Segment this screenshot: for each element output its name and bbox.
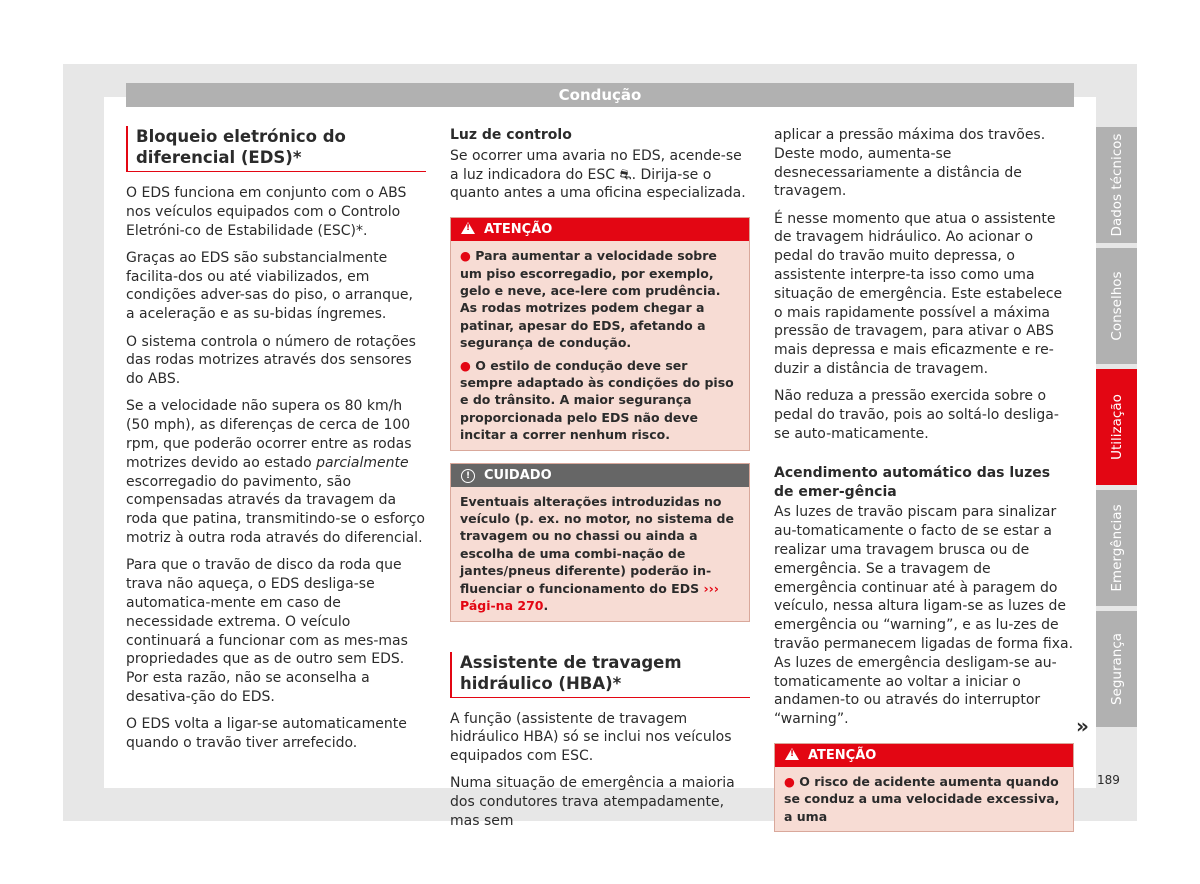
page-reference-link[interactable]: Pági-na 270 [460, 598, 544, 614]
paragraph: É nesse momento que atua o assistente de travagem hidráulico. Ao acionar o pedal do travão muito depressa, o assistente interpre-ta isso como uma situação de emergência. Este estabelece o mais rapidamente possível a máxima pressão de travagem, para ativar o ABS mais depressa e mais eficazmente e re-duzir a distância de travagem. [774, 210, 1063, 378]
warning-box-header [451, 218, 749, 241]
cross-reference-arrows: ››› [703, 580, 719, 596]
warning-box-header [775, 744, 1073, 767]
text-run: escorregadio do pavimento, são compensadas através da travagem da roda que patina, transmitindo-se o esforço motriz à outra roda através do diferencial. [126, 473, 425, 547]
column-2 [450, 126, 750, 839]
subheading-hazard-lights: Acendimento automático das luzes de emer-gência [774, 464, 1051, 500]
warning-box [774, 743, 1074, 832]
caution-box-body [451, 487, 749, 621]
tab-label: Dados técnicos [1108, 133, 1125, 237]
bullet-icon: ● [460, 357, 476, 373]
warning-label: ATENÇÃO [808, 747, 877, 763]
caution-box-header [451, 464, 749, 487]
text-run: Se a velocidade não supera os 80 km/h (50 mph), as diferenças de cerca de 100 rpm, que poderão ocorrer entre as rodas motrizes devido ao estado [126, 398, 412, 471]
paragraph: Para que o travão de disco da roda que trava não aqueça, o EDS desliga-se automatica-mente em caso de necessidade extrema. O veículo continuará a funcionar com as mes-mas propriedades que as de outro sem EDS. Por esta razão, não se aconselha a desativa-ção do EDS. [126, 557, 408, 705]
caution-label: CUIDADO [484, 467, 552, 483]
warning-item-text: O estilo de condução deve ser sempre adaptado às condições do piso e do trânsito. A maior segurança proporcionada pelo EDS não deve incitar a correr nenhum risco. [460, 357, 734, 443]
section-heading-eds: Bloqueio eletrónico do diferencial (EDS)* [126, 126, 426, 172]
tab-label: Emergências [1108, 504, 1125, 592]
emphasis-text: parcialmente [316, 454, 409, 471]
column-1 [126, 126, 426, 761]
caution-box [450, 463, 750, 622]
paragraph: O sistema controla o número de rotações das rodas motrizes através dos sensores do ABS. [126, 333, 416, 388]
tab-label: Utilização [1108, 394, 1125, 460]
tab-utilizacao[interactable] [1096, 369, 1137, 485]
warning-triangle-icon: ! [785, 748, 799, 760]
esc-warning-light-icon: ⛐ [619, 166, 632, 183]
paragraph [126, 397, 426, 547]
warning-label: ATENÇÃO [484, 222, 553, 238]
column-3 [774, 126, 1074, 844]
tab-label: Segurança [1108, 632, 1125, 706]
warning-item-text: Para aumentar a velocidade sobre um piso escorregadio, por exemplo, gelo e neve, ace-lere com prudência. As rodas motrizes podem chegar a patinar, apesar do EDS, afetando a segurança de condução. [460, 248, 721, 351]
paragraph: aplicar a pressão máxima dos travões. Deste modo, aumenta-se desnecessariamente a distância de travagem. [774, 127, 1046, 200]
subheading-control-light: Luz de controlo [450, 127, 572, 143]
tab-emergencias[interactable] [1096, 490, 1137, 606]
text-run: Se ocorrer uma avaria no EDS, acende-se a luz indicadora do ESC [450, 147, 742, 183]
warning-box-body [775, 767, 1073, 831]
warning-box [450, 217, 750, 450]
bullet-icon: ● [460, 248, 476, 264]
chapter-header [126, 83, 1074, 107]
page-number: 189 [1097, 773, 1120, 787]
paragraph: O EDS volta a ligar-se automaticamente quando o travão tiver arrefecido. [126, 716, 407, 752]
paragraph [450, 147, 750, 203]
paragraph: O EDS funciona em conjunto com o ABS nos veículos equipados com o Controlo Eletróni-co de Estabilidade (ESC)*. [126, 185, 407, 239]
tab-conselhos[interactable] [1096, 248, 1137, 364]
tab-seguranca[interactable] [1096, 611, 1137, 727]
tab-dados-tecnicos[interactable] [1096, 127, 1137, 243]
warning-item-text: O risco de acidente aumenta quando se conduz a uma velocidade excessiva, a uma [784, 773, 1060, 824]
section-heading-hba: Assistente de travagem hidráulico (HBA)* [450, 652, 750, 698]
paragraph: As luzes de travão piscam para sinalizar au-tomaticamente o facto de se estar a realizar uma travagem brusca ou de emergência. Se a travagem de emergência continuar até à paragem do veículo, nessa altura ligam-se as luzes de emergência ou “warning”, e as lu-zes de travão permanecem ligadas de forma fixa. As luzes de emergência desligam-se au-tomaticamente ao voltar a iniciar o andamen-to ou através do interruptor “warning”. [774, 504, 1074, 728]
info-circle-icon: ! [461, 469, 475, 483]
warning-item [460, 247, 740, 351]
paragraph: Graças ao EDS são substancialmente facilita-dos ou até viabilizados, em condições adver-sas do piso, o arranque, a aceleração e as su-bidas íngremes. [126, 249, 413, 323]
chapter-title: Condução [558, 86, 642, 104]
paragraph: Numa situação de emergência a maioria dos condutores trava atempadamente, mas sem [450, 775, 735, 829]
paragraph: Não reduza a pressão exercida sobre o pedal do travão, pois ao soltá-lo desliga-se auto-maticamente. [774, 388, 1059, 442]
text-run: . Dirija-se o quanto antes a uma oficina especializada. [450, 166, 746, 202]
paragraph: A função (assistente de travagem hidráulico HBA) só se inclui nos veículos equipados com ESC. [450, 710, 732, 765]
text-run: . [543, 598, 549, 614]
caution-text: Eventuais alterações introduzidas no veículo (p. ex. no motor, no sistema de travagem ou no chassi ou ainda a escolha de uma combi-nação de jantes/pneus diferente) poderão in-fluenciar o funcionamento do EDS [460, 493, 734, 596]
bullet-icon: ● [784, 773, 800, 789]
warning-box-body [451, 241, 749, 449]
warning-triangle-icon: ! [461, 222, 475, 234]
warning-item [784, 773, 1064, 825]
warning-item [460, 357, 740, 444]
tab-label: Conselhos [1108, 271, 1125, 341]
continued-arrow-icon: » [1076, 714, 1089, 738]
